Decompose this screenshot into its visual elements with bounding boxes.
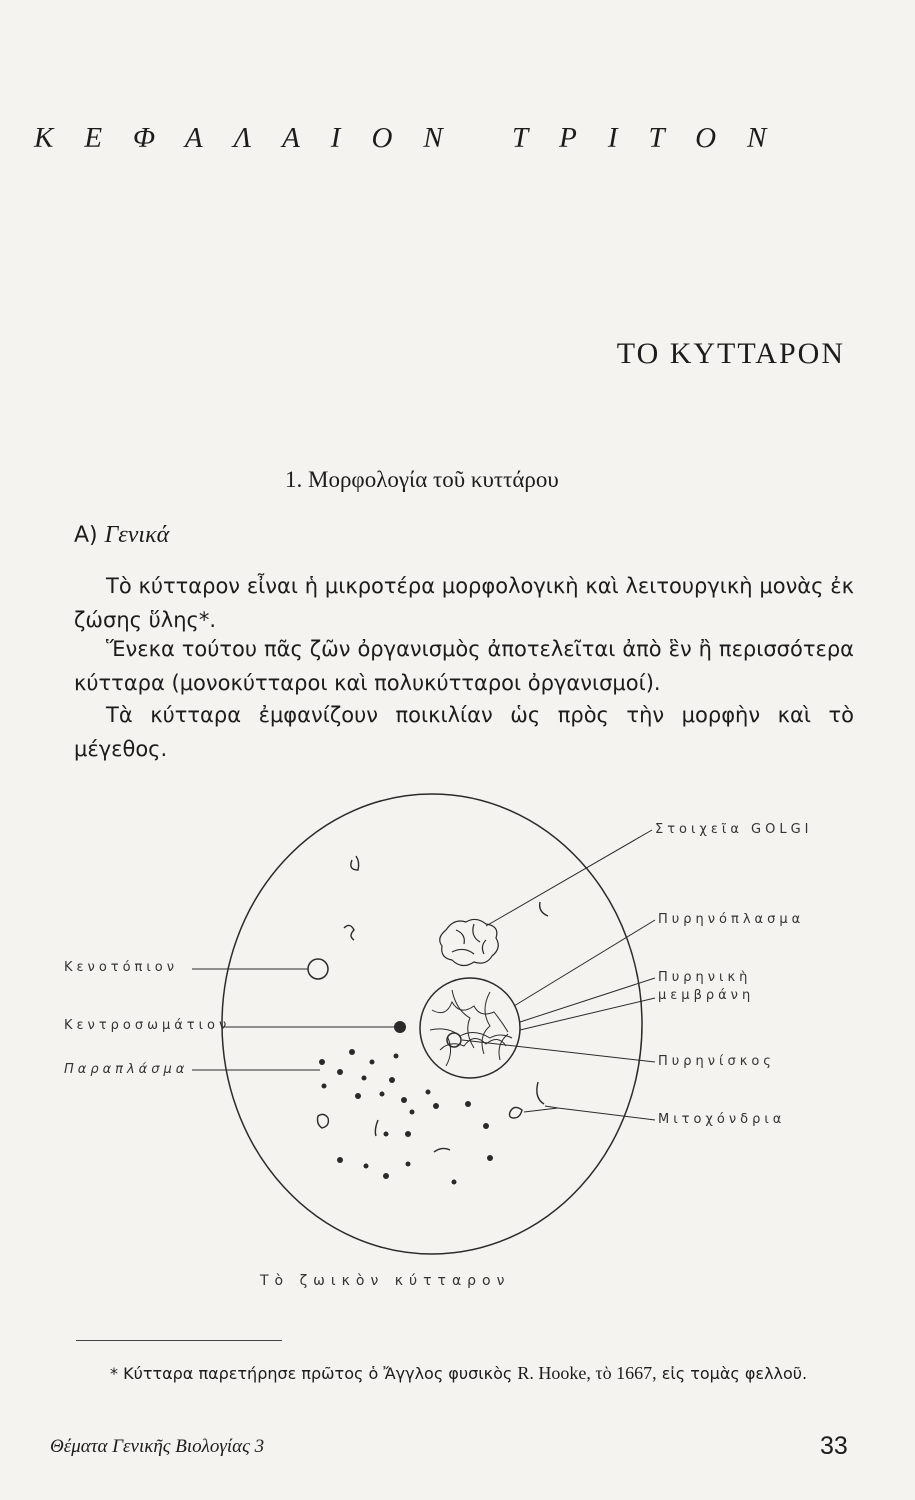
label-mitochondria: Μιτοχόνδρια: [658, 1112, 786, 1127]
sub-heading: [74, 522, 169, 549]
diagram-caption: Τὸ ζωικὸν κύτταρον: [260, 1273, 511, 1289]
paragraph-2: Ἕνεκα τούτου πᾶς ζῶν ὀργανισμὸς ἀποτελεῖται ἀπὸ ἓν ἢ περισσότερα κύτταρα (μονοκύτταροι καὶ πολυκύτταροι ὀργανισμοί).: [74, 637, 854, 695]
footnote-text-before: * Κύτταρα παρετήρησε πρῶτος ὁ Ἄγγλος φυσικὸς: [110, 1364, 513, 1383]
paragraph-1: Τὸ κύτταρον εἶναι ἡ μικροτέρα μορφολογικὴ καὶ λειτουργικὴ μονὰς ἐκ ζώσης ὕλης*.: [74, 574, 854, 632]
golgi-apparatus: [440, 919, 499, 965]
label-nucleolus: Πυρηνίσκος: [658, 1054, 775, 1069]
chromatin-network: [430, 990, 512, 1066]
cell-membrane: [222, 794, 642, 1254]
footnote-latin: R. Hooke, τὸ 1667,: [517, 1363, 657, 1383]
page-number: 33: [820, 1432, 848, 1460]
label-paraplasm: Παραπλάσμα: [64, 1062, 189, 1077]
footnote: [70, 1360, 850, 1387]
main-title: ΤΟ ΚΥΤΤΑΡΟΝ: [616, 337, 845, 370]
label-vacuole: Κενοτόπιον: [64, 960, 178, 975]
label-nuclear-membrane-line1: Πυρηνικὴ: [658, 970, 752, 985]
label-centrosome: Κεντροσωμάτιον: [64, 1018, 231, 1033]
label-nuclear-membrane-line2: μεμβράνη: [658, 988, 755, 1003]
paragraph-3: Τὰ κύτταρα ἐμφανίζουν ποικιλίαν ὡς πρὸς τὴν μορφὴν καὶ τὸ μέγεθος.: [74, 703, 854, 761]
paraplasm-granules: [319, 1049, 493, 1185]
chapter-header: ΚΕΦΑΛΑΙΟΝ ΤΡΙΤΟΝ: [34, 122, 798, 154]
running-footer: Θέματα Γενικῆς Βιολογίας 3: [50, 1436, 265, 1457]
leader-lines: [192, 830, 655, 1120]
footnote-text-after: εἰς τομὰς φελλοῦ.: [661, 1364, 808, 1383]
centrosome: [394, 1021, 406, 1033]
sub-heading-marker: Α): [74, 523, 98, 548]
section-heading: 1. Μορφολογία τοῦ κυττάρου: [285, 467, 559, 492]
sub-heading-title: Γενικά: [104, 522, 170, 548]
vacuole: [308, 959, 328, 979]
label-nucleoplasm: Πυρηνόπλασμα: [658, 912, 805, 927]
footnote-divider: [76, 1340, 282, 1341]
label-golgi: Στοιχεῖα GOLGI: [655, 822, 813, 837]
